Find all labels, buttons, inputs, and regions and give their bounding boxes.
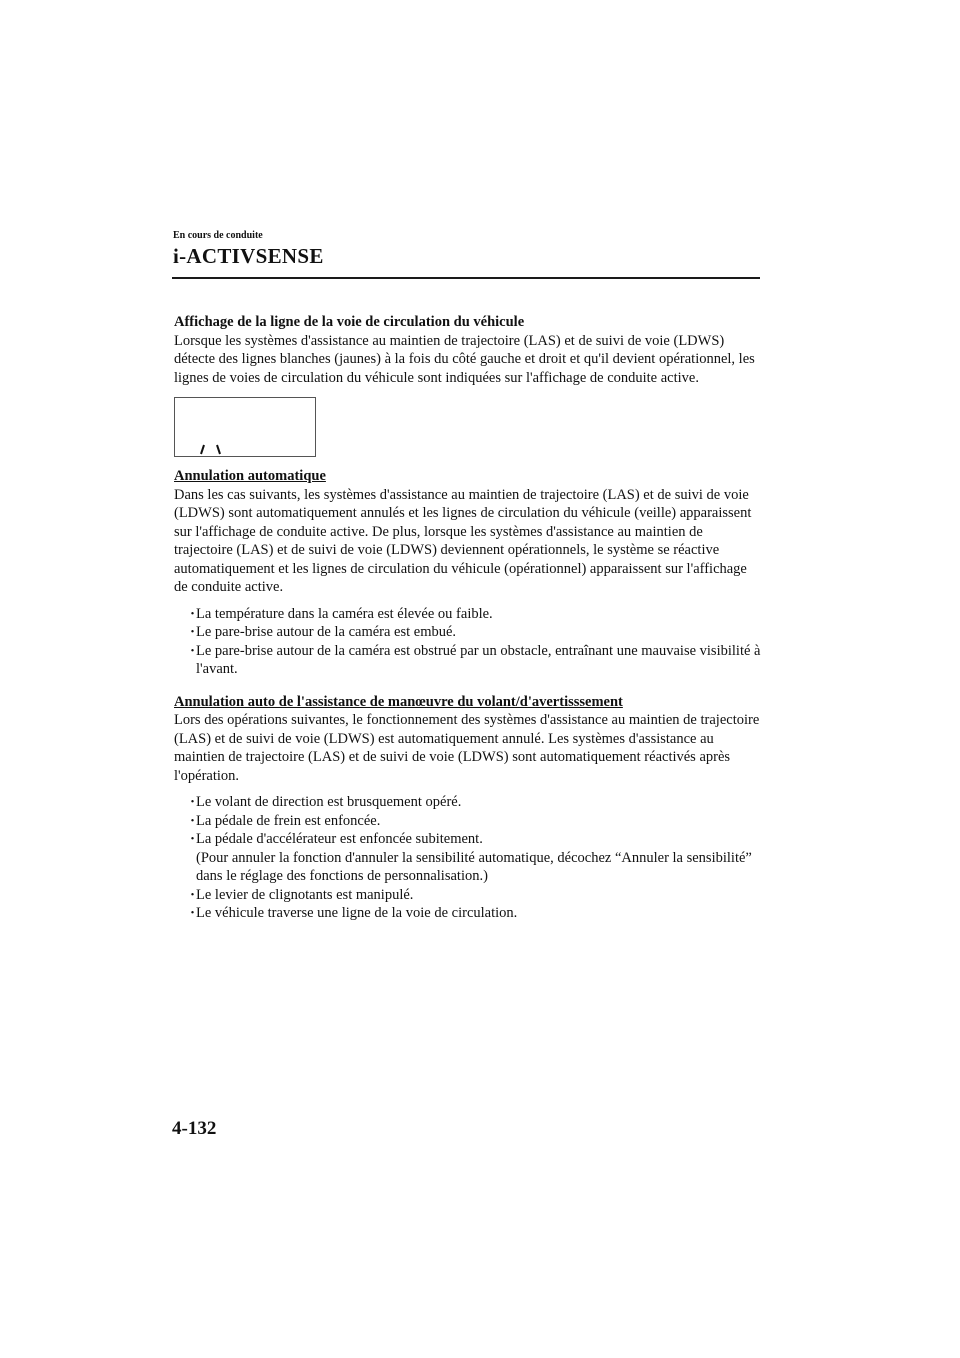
- header-rule: [172, 277, 760, 279]
- display-section-body: Lorsque les systèmes d'assistance au maintien de trajectoire (LAS) et de suivi de voie (LDWS) détecte des lignes blanches (jaunes) à la fois du côté gauche et droit et qu'il devient opérationnel, les lignes de voies de circulation du véhicule sont indiquées sur l'affichage de conduite active.: [174, 332, 755, 386]
- auto-cancel-body: Dans les cas suivants, les systèmes d'assistance au maintien de trajectoire (LAS) et de suivi de voie (LDWS) sont automatiquement annulés et les lignes de circulation du véhicule (veille) apparaissent sur l'affichage de conduite active. De plus, lorsque les systèmes d'assistance au maintien de trajectoire (LAS) et de suivi de voie (LDWS) deviennent opérationnels, le système se réactive automatiquement et les lignes de circulation du véhicule (opérationnel) apparaissent sur l'affichage de conduite active.: [174, 486, 752, 595]
- list-item: ・ La pédale de frein est enfoncée.: [186, 812, 381, 829]
- lane-display-illustration: [174, 397, 316, 457]
- section-label: En cours de conduite: [173, 230, 263, 241]
- bullet-icon: ・: [186, 831, 200, 846]
- assist-cancel-body: Lors des opérations suivantes, le fonctionnement des systèmes d'assistance au maintien de trajectoire (LAS) et de suivi de voie (LDWS) est automatiquement annulé. Les systèmes d'assistance au maintien de trajectoire (LAS) et de suivi de voie (LDWS) sont automatiquement réactivés après l'opération.: [174, 712, 760, 784]
- list-item: ・ Le levier de clignotants est manipulé.: [186, 886, 414, 903]
- assist-cancel-heading: Annulation auto de l'assistance de manœuvre du volant/d'avertisssement: [174, 693, 623, 710]
- bullet-icon: ・: [186, 624, 200, 639]
- list-item: ・ Le pare-brise autour de la caméra est embué.: [186, 624, 457, 640]
- assist-cancel-list: [174, 793, 764, 923]
- page-content: [174, 313, 764, 923]
- display-section-heading: Affichage de la ligne de la voie de circulation du véhicule: [174, 314, 525, 330]
- bullet-icon: ・: [186, 905, 200, 920]
- list-item: ・ Le véhicule traverse une ligne de la voie de circulation.: [186, 905, 518, 921]
- auto-cancel-heading: Annulation automatique: [174, 468, 326, 484]
- chapter-title: i-ACTIVSENSE: [173, 244, 324, 268]
- bullet-icon: ・: [186, 886, 200, 902]
- bullet-icon: ・: [186, 642, 200, 658]
- list-item: ・ La pédale d'accélérateur est enfoncée subitement. (Pour annuler la fonction d'annuler la sensibilité automatique, décochez “Annuler la sensibilité” dans le réglage des fonctions de personnalisation.): [186, 830, 764, 886]
- lane-lines-icon: [175, 398, 315, 456]
- list-item: ・ Le volant de direction est brusquement opéré.: [186, 794, 462, 810]
- page-number: 4-132: [172, 1118, 217, 1139]
- list-item: ・ Le pare-brise autour de la caméra est obstrué par un obstacle, entraînant une mauvaise visibilité à l'avant.: [186, 642, 761, 677]
- bullet-icon: ・: [186, 794, 200, 809]
- bullet-icon: ・: [186, 812, 200, 828]
- bullet-icon: ・: [186, 605, 200, 621]
- customization-note: (Pour annuler la fonction d'annuler la sensibilité automatique, décochez “Annuler la sensibilité” dans le réglage des fonctions de personnalisation.): [196, 849, 752, 884]
- list-item: ・ La température dans la caméra est élevée ou faible.: [186, 605, 493, 622]
- auto-cancel-list: [174, 605, 764, 679]
